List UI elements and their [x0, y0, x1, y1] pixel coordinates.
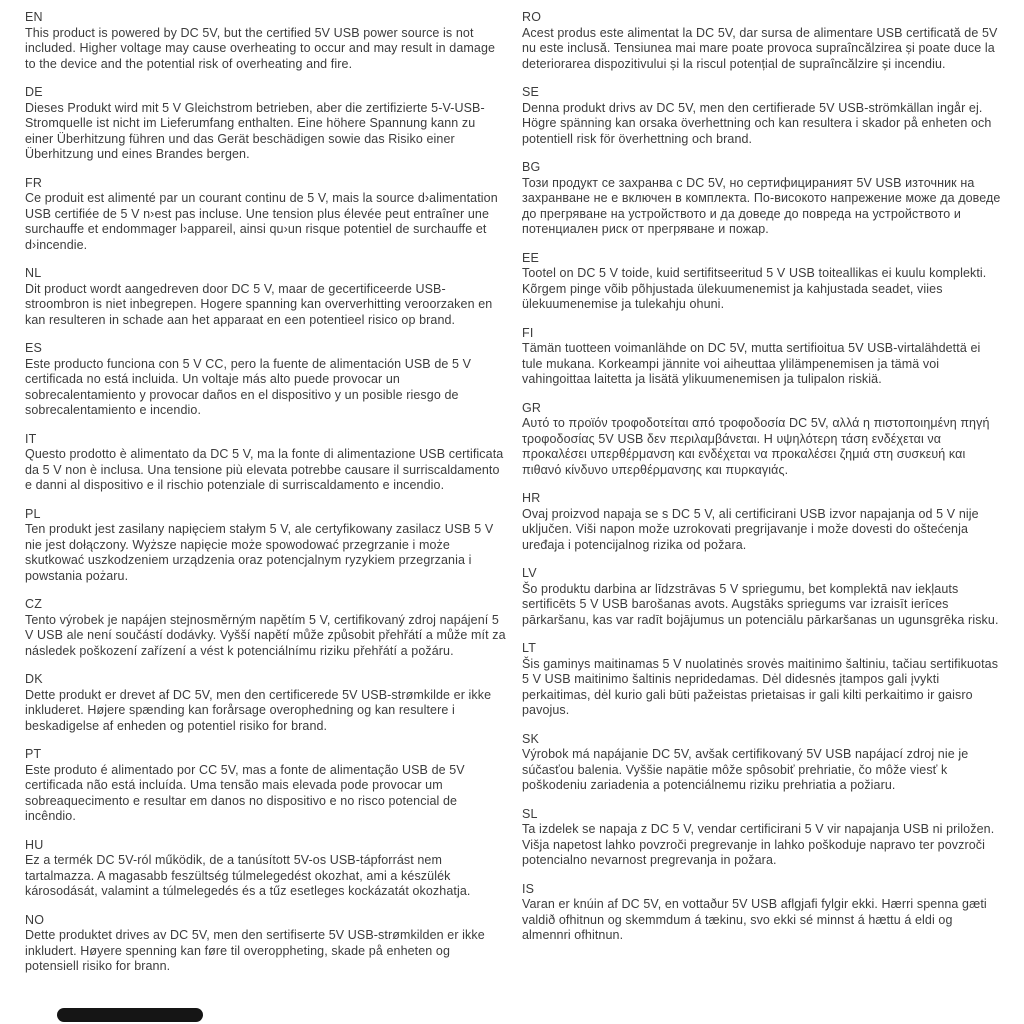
- language-section: [522, 401, 1004, 479]
- language-code-label: LV: [522, 566, 537, 580]
- language-code-label: FI: [522, 325, 534, 340]
- language-section: [25, 85, 507, 163]
- language-warning-paragraph: This product is powered by DC 5V, but the certified 5V USB power source is not included. Higher voltage may cause overheating to occur and may result in damage to the device and the potential risk of overheating and fire.: [25, 25, 496, 71]
- language-code-label: NO: [25, 912, 45, 927]
- language-section: [522, 85, 1004, 147]
- language-section: [522, 566, 1004, 628]
- left-column: [25, 10, 507, 988]
- language-section: [522, 251, 1004, 313]
- language-warning-paragraph: Este produto é alimentado por CC 5V, mas a fonte de alimentação USB de 5V certificada não está incluída. Uma tensão mais elevada pode provocar um sobreaquecimento e resultar em danos no dispositivo e no risco potencial de incêndio.: [25, 762, 465, 823]
- language-code-label: EE: [522, 250, 540, 265]
- language-warning-paragraph: Tämän tuotteen voimanlähde on DC 5V, mutta sertifioitua 5V USB-virtalähdettä ei tule mukana. Korkeampi jännite voi aiheuttaa ylilämpenemisen ja tämä voi vahingoittaa laitetta ja lisätä ylikuumenemisen ja tulipalon riskiä.: [522, 341, 981, 386]
- language-section: [522, 807, 1004, 869]
- language-warning-paragraph: Ta izdelek se napaja z DC 5 V, vendar certificirani 5 V vir napajanja USB ni priložen. Višja napetost lahko povzroči pregrevanje in lahko poškoduje napravo ter povzroči potencialno nevarnost pregrevanja in požara.: [522, 822, 995, 867]
- language-warning-paragraph: Този продукт се захранва с DC 5V, но сертифицираният 5V USB източник на захранване не е включен в комплекта. По-високото напрежение може да доведе до прегряване на устройството и да доведе до повреда на устройството и потенциален риск от прегряване и пожар.: [522, 175, 1001, 236]
- language-code-label: EN: [25, 10, 43, 24]
- language-warning-paragraph: Ez a termék DC 5V-ról működik, de a tanúsított 5V-os USB-tápforrást nem tartalmazza. A magasabb feszültség túlmelegedést okozhat, ami a készülék károsodását, valamint a túlmelegedés és a tűz esetleges kockázatát okozhatja.: [25, 853, 471, 898]
- language-code-label: NL: [25, 266, 42, 280]
- language-section: [522, 732, 1004, 794]
- language-warning-paragraph: Ce produit est alimenté par un courant continu de 5 V, mais la source d›alimentation USB certifiée de 5 V n›est pas incluse. Une tension plus élevée peut entraîner une surchauffe et endommager l›appareil, ainsi qu›un risque potentiel de surchauffe et d›incendie.: [25, 191, 498, 252]
- language-code-label: HR: [522, 491, 541, 505]
- language-section: [522, 641, 1004, 719]
- language-section: [25, 10, 507, 72]
- language-warning-paragraph: Dieses Produkt wird mit 5 V Gleichstrom betrieben, aber die zertifizierte 5-V-USB-Stromquelle ist nicht im Lieferumfang enthalten. Eine höhere Spannung kann zu einer Überhitzung führen und das Gerät beschädigen sowie das Risiko einer Überhitzung und eines Brandes bergen.: [25, 100, 485, 161]
- language-code-label: ES: [25, 341, 43, 355]
- language-section: [25, 341, 507, 419]
- language-code-label: SK: [522, 731, 540, 746]
- language-warning-paragraph: Acest produs este alimentat la DC 5V, dar sursa de alimentare USB certificată de 5V nu este inclusă. Tensiunea mai mare poate provoca supraîncălzirea și poate duce la deteriorarea dispozitivului și la riscul potențial de supraîncălzire și incendiu.: [522, 25, 998, 71]
- language-warning-paragraph: Ovaj proizvod napaja se s DC 5 V, ali certificirani USB izvor napajanja od 5 V nije uključen. Viši napon može uzrokovati pregrijavanje i može dovesti do oštećenja uređaja i potencijalnog rizika od požara.: [522, 506, 979, 552]
- language-section: [25, 838, 507, 900]
- language-warning-paragraph: Este producto funciona con 5 V CC, pero la fuente de alimentación USB de 5 V certificada no está incluida. Un voltaje más alto puede provocar un sobrecalentamiento y provocar daños en el dispositivo y un posible riesgo de sobrecalentamiento e incendio.: [25, 356, 472, 417]
- language-code-label: IT: [25, 431, 37, 446]
- language-code-label: LT: [522, 641, 537, 655]
- language-section: [25, 432, 507, 494]
- language-section: [522, 491, 1004, 553]
- language-warning-paragraph: Questo prodotto è alimentato da DC 5 V, ma la fonte di alimentazione USB certificata da 5 V non è inclusa. Una tensione più elevata potrebbe causare il surriscaldamento e danni al dispositivo e il rischio potenziale di surriscaldamento e incendio.: [25, 447, 504, 492]
- language-warning-paragraph: Výrobok má napájanie DC 5V, avšak certifikovaný 5V USB napájací zdroj nie je súčasťou balenia. Vyššie napätie môže spôsobiť prehriatie, čo môže viesť k poškodeniu zariadenia a potenciálnemu riziku prehriatia a požiaru.: [522, 747, 969, 792]
- language-code-label: PT: [25, 747, 42, 761]
- language-code-label: CZ: [25, 597, 43, 611]
- language-code-label: RO: [522, 10, 542, 24]
- language-code-label: GR: [522, 400, 542, 415]
- language-code-label: IS: [522, 881, 535, 896]
- language-section: [522, 882, 1004, 944]
- language-warning-paragraph: Dit product wordt aangedreven door DC 5 V, maar de gecertificeerde USB-stroombron is niet inbegrepen. Hogere spanning kan oververhitting veroorzaken en kan resulteren in schade aan het apparaat en een potentieel risico op brand.: [25, 281, 493, 327]
- language-section: [522, 160, 1004, 238]
- language-code-label: SL: [522, 806, 538, 821]
- language-warning-paragraph: Ten produkt jest zasilany napięciem stałym 5 V, ale certyfikowany zasilacz USB 5 V nie jest dołączony. Wyższe napięcie może spowodować przegrzanie i może skutkować uszkodzeniem urządzenia oraz potencjalnym ryzykiem przegrzania i powstania pożaru.: [25, 522, 494, 583]
- language-section: [522, 326, 1004, 388]
- language-code-label: DK: [25, 672, 43, 686]
- language-warning-paragraph: Varan er knúin af DC 5V, en vottaður 5V USB aflgjafi fylgir ekki. Hærri spenna gæti valdið ofhitnun og skemmdum á tækinu, svo ekki sé minnst á hættu á eldi og almennri ofhitnun.: [522, 897, 987, 942]
- language-warning-paragraph: Šo produktu darbina ar līdzstrāvas 5 V spriegumu, bet komplektā nav iekļauts sertificēts 5 V USB barošanas avots. Augstāks spriegums var izraisīt ierīces pārkaršanu, kas var radīt bojājumus un potenciālu pārkaršanas un ugunsgrēka risku.: [522, 581, 999, 627]
- language-code-label: DE: [25, 85, 43, 99]
- language-section: [25, 672, 507, 734]
- language-section: [25, 747, 507, 825]
- right-column: [522, 10, 1004, 988]
- language-section: [25, 913, 507, 975]
- language-warning-paragraph: Šis gaminys maitinamas 5 V nuolatinės srovės maitinimo šaltiniu, tačiau sertifikuotas 5 V USB maitinimo šaltinis nepridedamas. Dėl didesnės įtampos gali įvykti perkaitimas, dėl kurio gali būti pažeistas prietaisas ir gali kilti perkaitimo ir gaisro pavojus.: [522, 656, 999, 717]
- language-section: [25, 266, 507, 328]
- language-code-label: BG: [522, 160, 541, 174]
- bottom-black-bar: [57, 1008, 203, 1022]
- language-code-label: HU: [25, 837, 44, 852]
- language-code-label: SE: [522, 85, 540, 99]
- language-warning-paragraph: Denna produkt drivs av DC 5V, men den certifierade 5V USB-strömkällan ingår ej. Högre spänning kan orsaka överhettning och kan resultera i skador på enheten och potentiell risk för överhettning och brand.: [522, 100, 992, 146]
- language-code-label: PL: [25, 506, 41, 521]
- language-warning-paragraph: Αυτό το προϊόν τροφοδοτείται από τροφοδοσία DC 5V, αλλά η πιστοποιημένη πηγή τροφοδοσίας 5V USB δεν περιλαμβάνεται. Η υψηλότερη τάση ενδέχεται να προκαλέσει υπερθέρμανση και ενδέχεται να προκαλέσει ζημιά στη συσκευή και πιθανό κίνδυνο υπερθέρμανσης και πυρκαγιάς.: [522, 416, 990, 477]
- language-warning-paragraph: Dette produktet drives av DC 5V, men den sertifiserte 5V USB-strømkilden er ikke inkludert. Høyere spenning kan føre til overoppheting, skade på enheten og potensiell risiko for brann.: [25, 928, 485, 973]
- language-section: [25, 507, 507, 585]
- language-section: [25, 176, 507, 254]
- language-section: [522, 10, 1004, 72]
- language-warning-paragraph: Dette produkt er drevet af DC 5V, men den certificerede 5V USB-strømkilde er ikke inkluderet. Højere spænding kan forårsage overophedning og kan resultere i beskadigelse af enheden og potentiel risiko for brand.: [25, 687, 492, 733]
- language-code-label: FR: [25, 175, 43, 190]
- language-warning-paragraph: Tento výrobek je napájen stejnosměrným napětím 5 V, certifikovaný zdroj napájení 5 V USB ale není součástí dodávky. Vyšší napětí může způsobit přehřátí a může mít za následek poškození zařízení a vést k potenciálnímu riziku přehřátí a požáru.: [25, 612, 506, 658]
- language-section: [25, 597, 507, 659]
- language-warning-paragraph: Tootel on DC 5 V toide, kuid sertifitseeritud 5 V USB toiteallikas ei kuulu komplekti. Kõrgem pinge võib põhjustada ülekuumenemist ja kahjustada seadet, viies ülekuumenemise ja tulekahju ohuni.: [522, 266, 987, 311]
